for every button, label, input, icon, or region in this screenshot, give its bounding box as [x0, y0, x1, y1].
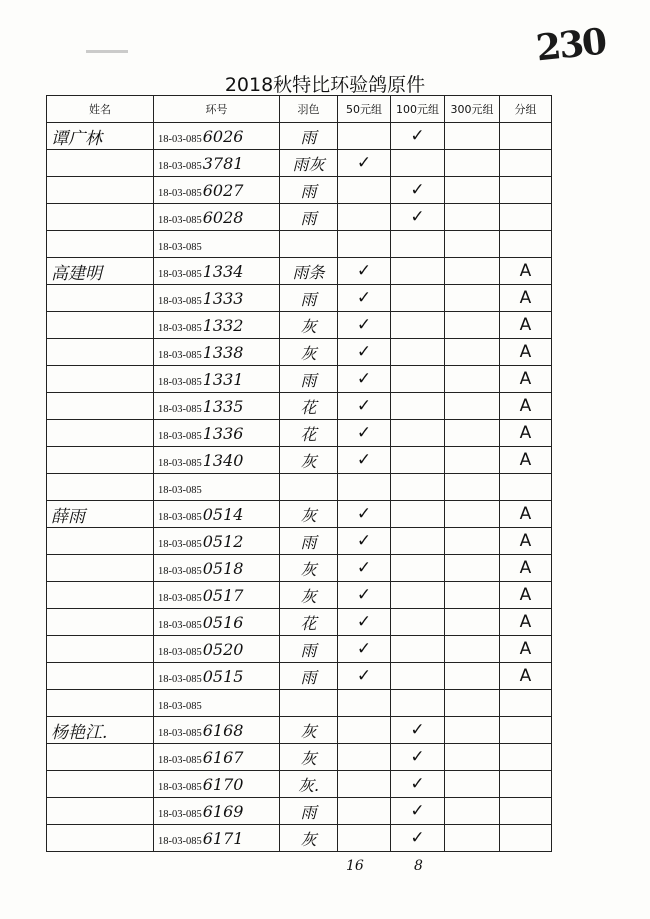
g50-cell: ✓ — [338, 528, 391, 555]
g100-cell — [391, 420, 445, 447]
header-300: 300元组 — [445, 96, 500, 123]
g100-cell — [391, 690, 445, 717]
header-ring: 环号 — [154, 96, 280, 123]
table-row — [47, 123, 552, 150]
g300-cell — [445, 285, 500, 312]
g100-cell — [391, 258, 445, 285]
g50-cell: ✓ — [338, 420, 391, 447]
name-cell — [47, 420, 154, 447]
color-cell — [280, 690, 338, 717]
name-cell — [47, 690, 154, 717]
ring-prefix: 18-03-085 — [158, 322, 202, 334]
group-cell: A — [500, 366, 552, 393]
ring-cell — [154, 366, 280, 393]
table-row — [47, 447, 552, 474]
header-color: 羽色 — [280, 96, 338, 123]
color-cell: 雨条 — [280, 258, 338, 285]
ring-cell — [154, 636, 280, 663]
g50-cell — [338, 717, 391, 744]
ring-prefix: 18-03-085 — [158, 376, 202, 388]
g50-cell: ✓ — [338, 150, 391, 177]
g50-cell — [338, 825, 391, 852]
name-cell — [47, 339, 154, 366]
group-cell: A — [500, 285, 552, 312]
group-cell — [500, 177, 552, 204]
name-cell: 杨艳江. — [47, 717, 154, 744]
color-cell: 灰 — [280, 447, 338, 474]
group-cell: A — [500, 393, 552, 420]
ring-number: 0518 — [202, 558, 244, 578]
color-cell: 雨 — [280, 636, 338, 663]
g300-cell — [445, 798, 500, 825]
g300-cell — [445, 177, 500, 204]
color-cell: 雨 — [280, 204, 338, 231]
g100-cell — [391, 150, 445, 177]
table-row — [47, 150, 552, 177]
color-cell: 雨 — [280, 123, 338, 150]
g100-cell: ✓ — [391, 204, 445, 231]
g300-cell — [445, 609, 500, 636]
ring-prefix: 18-03-085 — [158, 187, 202, 199]
g50-cell: ✓ — [338, 555, 391, 582]
ring-cell — [154, 825, 280, 852]
name-cell — [47, 177, 154, 204]
name-cell — [47, 609, 154, 636]
g50-cell: ✓ — [338, 339, 391, 366]
name-cell — [47, 204, 154, 231]
ring-cell — [154, 582, 280, 609]
color-cell: 灰 — [280, 717, 338, 744]
ring-cell — [154, 177, 280, 204]
group-cell: A — [500, 528, 552, 555]
ring-cell — [154, 285, 280, 312]
group-cell: A — [500, 420, 552, 447]
ring-cell — [154, 690, 280, 717]
color-cell — [280, 474, 338, 501]
ring-number: 1331 — [202, 369, 244, 389]
pigeon-table — [46, 95, 552, 852]
group-cell: A — [500, 447, 552, 474]
g100-cell — [391, 447, 445, 474]
table-row — [47, 393, 552, 420]
color-cell: 花 — [280, 609, 338, 636]
group-cell — [500, 690, 552, 717]
ring-number: 0512 — [202, 531, 244, 551]
group-cell — [500, 474, 552, 501]
table-row — [47, 717, 552, 744]
ring-number: 0514 — [202, 504, 244, 524]
ring-prefix: 18-03-085 — [158, 484, 202, 496]
table-row — [47, 663, 552, 690]
group-cell: A — [500, 501, 552, 528]
g300-cell — [445, 474, 500, 501]
ring-number: 1334 — [202, 261, 244, 281]
ring-prefix: 18-03-085 — [158, 511, 202, 523]
ring-cell — [154, 717, 280, 744]
g100-cell — [391, 663, 445, 690]
g300-cell — [445, 366, 500, 393]
g100-cell — [391, 582, 445, 609]
g300-cell — [445, 420, 500, 447]
group-cell: A — [500, 258, 552, 285]
name-cell: 薛雨 — [47, 501, 154, 528]
ring-prefix: 18-03-085 — [158, 457, 202, 469]
ring-number: 0520 — [202, 639, 244, 659]
ring-prefix: 18-03-085 — [158, 160, 202, 172]
g100-cell — [391, 393, 445, 420]
g300-cell — [445, 582, 500, 609]
g300-cell — [445, 123, 500, 150]
g50-cell: ✓ — [338, 447, 391, 474]
g100-cell: ✓ — [391, 177, 445, 204]
ring-prefix: 18-03-085 — [158, 646, 202, 658]
ring-cell — [154, 150, 280, 177]
table-row — [47, 690, 552, 717]
ring-cell — [154, 744, 280, 771]
ring-cell — [154, 501, 280, 528]
header-row — [47, 96, 552, 123]
table-row — [47, 771, 552, 798]
group-cell: A — [500, 609, 552, 636]
name-cell — [47, 825, 154, 852]
ring-cell — [154, 339, 280, 366]
table-row — [47, 825, 552, 852]
group-cell — [500, 717, 552, 744]
header-name: 姓名 — [47, 96, 154, 123]
color-cell: 雨 — [280, 798, 338, 825]
group-cell — [500, 825, 552, 852]
ring-prefix: 18-03-085 — [158, 754, 202, 766]
table-row — [47, 582, 552, 609]
g50-cell: ✓ — [338, 663, 391, 690]
g300-cell — [445, 231, 500, 258]
g300-cell — [445, 150, 500, 177]
g50-cell: ✓ — [338, 582, 391, 609]
g50-cell — [338, 798, 391, 825]
ring-prefix: 18-03-085 — [158, 673, 202, 685]
ring-prefix: 18-03-085 — [158, 268, 202, 280]
table-row — [47, 798, 552, 825]
scan-smudge — [86, 50, 128, 53]
g50-cell — [338, 231, 391, 258]
ring-cell — [154, 123, 280, 150]
ring-cell — [154, 393, 280, 420]
table-row — [47, 528, 552, 555]
g300-cell — [445, 771, 500, 798]
g300-cell — [445, 528, 500, 555]
g300-cell — [445, 825, 500, 852]
name-cell — [47, 393, 154, 420]
group-cell: A — [500, 636, 552, 663]
ring-prefix: 18-03-085 — [158, 727, 202, 739]
table-row — [47, 231, 552, 258]
ring-cell — [154, 663, 280, 690]
ring-prefix: 18-03-085 — [158, 214, 202, 226]
color-cell: 灰 — [280, 501, 338, 528]
ring-cell — [154, 312, 280, 339]
color-cell: 灰 — [280, 825, 338, 852]
g100-cell — [391, 339, 445, 366]
name-cell — [47, 663, 154, 690]
ring-number: 6170 — [202, 774, 244, 794]
ring-cell — [154, 231, 280, 258]
g50-cell: ✓ — [338, 501, 391, 528]
table-row — [47, 501, 552, 528]
color-cell: 雨 — [280, 528, 338, 555]
g50-cell: ✓ — [338, 609, 391, 636]
ring-number: 1336 — [202, 423, 244, 443]
ring-prefix: 18-03-085 — [158, 592, 202, 604]
g300-cell — [445, 744, 500, 771]
g50-cell — [338, 177, 391, 204]
g300-cell — [445, 312, 500, 339]
color-cell: 雨 — [280, 177, 338, 204]
page-title: 2018秋特比环验鸽原件 — [224, 74, 426, 96]
ring-number: 0515 — [202, 666, 244, 686]
g50-cell — [338, 771, 391, 798]
ring-cell — [154, 204, 280, 231]
group-cell — [500, 204, 552, 231]
g50-cell: ✓ — [338, 285, 391, 312]
g50-cell: ✓ — [338, 312, 391, 339]
g50-cell — [338, 744, 391, 771]
ring-prefix: 18-03-085 — [158, 565, 202, 577]
group-cell: A — [500, 663, 552, 690]
color-cell: 灰 — [280, 744, 338, 771]
color-cell: 雨 — [280, 663, 338, 690]
name-cell — [47, 528, 154, 555]
name-cell — [47, 798, 154, 825]
ring-number: 6169 — [202, 801, 244, 821]
ring-cell — [154, 528, 280, 555]
name-cell: 高建明 — [47, 258, 154, 285]
ring-number: 1333 — [202, 288, 244, 308]
g50-cell: ✓ — [338, 366, 391, 393]
header-100: 100元组 — [391, 96, 445, 123]
g100-cell: ✓ — [391, 798, 445, 825]
color-cell: 雨 — [280, 366, 338, 393]
table-row — [47, 312, 552, 339]
g50-cell — [338, 474, 391, 501]
ring-prefix: 18-03-085 — [158, 241, 202, 253]
color-cell: 雨 — [280, 285, 338, 312]
ring-prefix: 18-03-085 — [158, 808, 202, 820]
table-row — [47, 258, 552, 285]
count-100: 8 — [414, 858, 423, 874]
g100-cell — [391, 474, 445, 501]
g300-cell — [445, 555, 500, 582]
color-cell: 灰. — [280, 771, 338, 798]
ring-prefix: 18-03-085 — [158, 781, 202, 793]
ring-cell — [154, 258, 280, 285]
g50-cell: ✓ — [338, 258, 391, 285]
g100-cell — [391, 555, 445, 582]
table-row — [47, 555, 552, 582]
table-row — [47, 339, 552, 366]
color-cell — [280, 231, 338, 258]
name-cell — [47, 231, 154, 258]
table-row — [47, 177, 552, 204]
group-cell — [500, 798, 552, 825]
ring-cell — [154, 447, 280, 474]
ring-number: 1340 — [202, 450, 244, 470]
g300-cell — [445, 204, 500, 231]
group-cell — [500, 744, 552, 771]
table-row — [47, 420, 552, 447]
group-cell: A — [500, 555, 552, 582]
name-cell — [47, 312, 154, 339]
table-row — [47, 636, 552, 663]
table-row — [47, 285, 552, 312]
g300-cell — [445, 717, 500, 744]
ring-number: 0516 — [202, 612, 244, 632]
header-50: 50元组 — [338, 96, 391, 123]
g300-cell — [445, 447, 500, 474]
g100-cell: ✓ — [391, 717, 445, 744]
g100-cell — [391, 285, 445, 312]
table-row — [47, 474, 552, 501]
g100-cell — [391, 366, 445, 393]
ring-number: 6171 — [202, 828, 244, 848]
ring-prefix: 18-03-085 — [158, 295, 202, 307]
g50-cell — [338, 690, 391, 717]
color-cell: 灰 — [280, 582, 338, 609]
ring-cell — [154, 420, 280, 447]
ring-number: 0517 — [202, 585, 244, 605]
group-cell — [500, 771, 552, 798]
g300-cell — [445, 501, 500, 528]
page-number: 230 — [533, 20, 608, 70]
ring-prefix: 18-03-085 — [158, 403, 202, 415]
ring-prefix: 18-03-085 — [158, 430, 202, 442]
color-cell: 灰 — [280, 555, 338, 582]
name-cell — [47, 447, 154, 474]
ring-number: 1338 — [202, 342, 244, 362]
color-cell: 花 — [280, 393, 338, 420]
g100-cell — [391, 636, 445, 663]
ring-number: 6027 — [202, 180, 244, 200]
g100-cell — [391, 231, 445, 258]
color-cell: 灰 — [280, 339, 338, 366]
g50-cell — [338, 123, 391, 150]
g300-cell — [445, 663, 500, 690]
table-row — [47, 204, 552, 231]
ring-cell — [154, 474, 280, 501]
name-cell — [47, 636, 154, 663]
g300-cell — [445, 636, 500, 663]
ring-cell — [154, 609, 280, 636]
g50-cell — [338, 204, 391, 231]
ring-number: 6028 — [202, 207, 244, 227]
ring-number: 6167 — [202, 747, 244, 767]
g300-cell — [445, 690, 500, 717]
g100-cell — [391, 609, 445, 636]
header-group: 分组 — [500, 96, 552, 123]
g100-cell — [391, 501, 445, 528]
color-cell: 花 — [280, 420, 338, 447]
name-cell: 谭广林 — [47, 123, 154, 150]
count-50: 16 — [346, 858, 364, 874]
g50-cell: ✓ — [338, 393, 391, 420]
g100-cell — [391, 312, 445, 339]
group-cell — [500, 123, 552, 150]
table-row — [47, 366, 552, 393]
name-cell — [47, 771, 154, 798]
name-cell — [47, 150, 154, 177]
ring-number: 1335 — [202, 396, 244, 416]
g100-cell: ✓ — [391, 825, 445, 852]
name-cell — [47, 474, 154, 501]
g50-cell: ✓ — [338, 636, 391, 663]
ring-prefix: 18-03-085 — [158, 349, 202, 361]
group-cell: A — [500, 339, 552, 366]
ring-number: 3781 — [202, 153, 244, 173]
g100-cell: ✓ — [391, 123, 445, 150]
ring-number: 6026 — [202, 126, 244, 146]
ring-prefix: 18-03-085 — [158, 133, 202, 145]
ring-number: 6168 — [202, 720, 244, 740]
ring-prefix: 18-03-085 — [158, 619, 202, 631]
ring-cell — [154, 555, 280, 582]
name-cell — [47, 582, 154, 609]
name-cell — [47, 555, 154, 582]
g300-cell — [445, 393, 500, 420]
color-cell: 灰 — [280, 312, 338, 339]
ring-number: 1332 — [202, 315, 244, 335]
ring-prefix: 18-03-085 — [158, 835, 202, 847]
table-row — [47, 744, 552, 771]
ring-cell — [154, 771, 280, 798]
ring-cell — [154, 798, 280, 825]
ring-prefix: 18-03-085 — [158, 700, 202, 712]
table-row — [47, 609, 552, 636]
g300-cell — [445, 339, 500, 366]
g300-cell — [445, 258, 500, 285]
name-cell — [47, 744, 154, 771]
group-cell: A — [500, 582, 552, 609]
color-cell: 雨灰 — [280, 150, 338, 177]
g100-cell — [391, 528, 445, 555]
name-cell — [47, 285, 154, 312]
name-cell — [47, 366, 154, 393]
group-cell: A — [500, 312, 552, 339]
g100-cell: ✓ — [391, 744, 445, 771]
group-cell — [500, 150, 552, 177]
ring-prefix: 18-03-085 — [158, 538, 202, 550]
group-cell — [500, 231, 552, 258]
g100-cell: ✓ — [391, 771, 445, 798]
